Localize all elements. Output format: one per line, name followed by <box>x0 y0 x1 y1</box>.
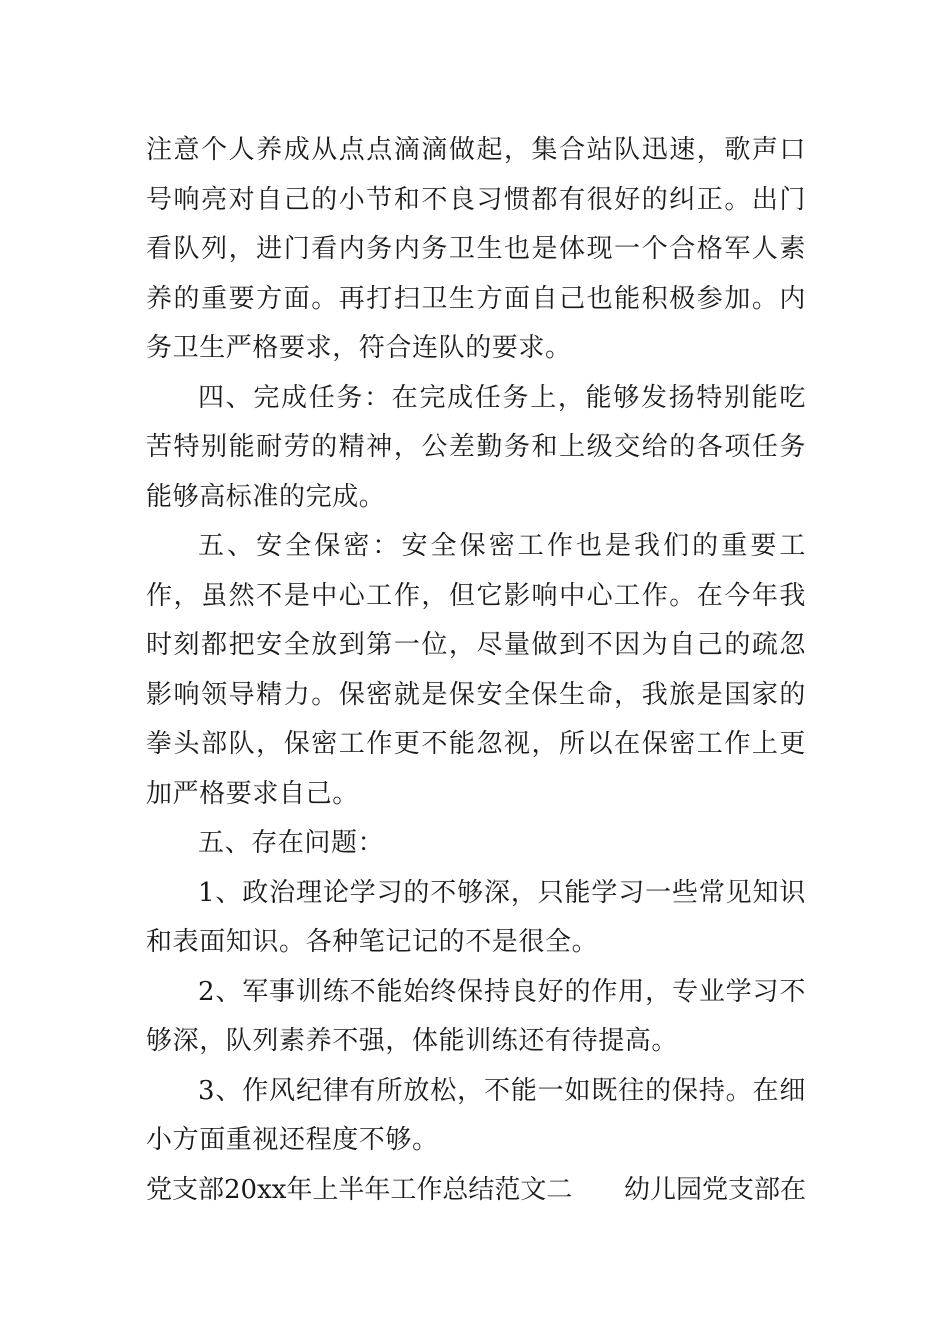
paragraph-5: 1、政治理论学习的不够深，只能学习一些常见知识和表面知识。各种笔记记的不是很全。 <box>146 877 806 957</box>
paragraph-7: 3、作风纪律有所放松，不能一如既往的保持。在细小方面重视还程度不够。 <box>146 1075 806 1155</box>
closing-line <box>146 1166 806 1216</box>
paragraph-1: 注意个人养成从点点滴滴做起，集合站队迅速，歌声口号响亮对自己的小节和不良习惯都有很好的纠正。出门看队列，进门看内务内务卫生也是体现一个合格军人素养的重要方面。再打扫卫生方面自己也能积极参加。内务卫生严格要求，符合连队的要求。 <box>146 135 806 363</box>
paragraph-4: 五、存在问题： <box>198 828 385 858</box>
paragraph-3: 五、安全保密：安全保密工作也是我们的重要工作，虽然不是中心工作，但它影响中心工作。在今年我时刻都把安全放到第一位，尽量做到不因为自己的疏忽影响领导精力。保密就是保安全保生命，我旅是国家的拳头部队，保密工作更不能忽视，所以在保密工作上更加严格要求自己。 <box>146 531 806 809</box>
next-article-title: 党支部20xx年上半年工作总结范文二 <box>146 1174 573 1205</box>
document-body <box>146 126 806 1215</box>
paragraph-6: 2、军事训练不能始终保持良好的作用，专业学习不够深，队列素养不强，体能训练还有待提高。 <box>146 976 806 1056</box>
paragraph-2: 四、完成任务：在完成任务上，能够发扬特别能吃苦特别能耐劳的精神，公差勤务和上级交给的各项任务能够高标准的完成。 <box>146 382 806 512</box>
next-article-opening: 幼儿园党支部在 <box>623 1174 806 1205</box>
